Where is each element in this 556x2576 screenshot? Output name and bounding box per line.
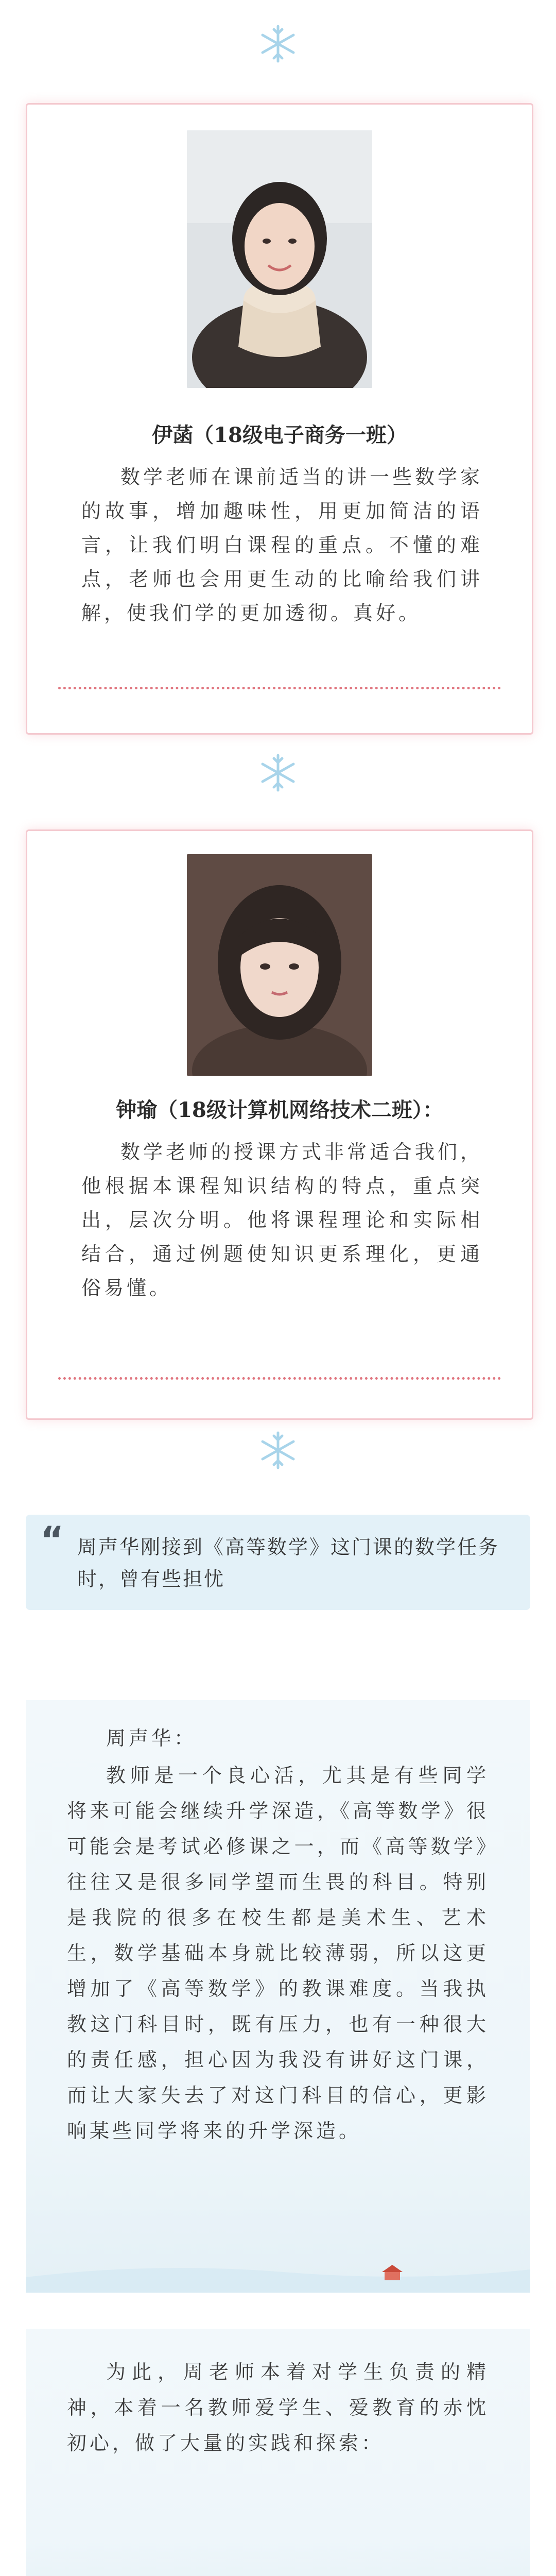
quote-text: 周声华刚接到《高等数学》这门课的数学任务时，曾有些担忧	[77, 1536, 500, 1590]
profile-card-zhongyu	[26, 829, 533, 1420]
panel-body: 为此，周老师本着对学生负责的精神，本着一名教师爱学生、爱教育的赤忱初心，做了大量的实践和探索：	[67, 2361, 489, 2454]
snow-ground	[26, 2251, 530, 2293]
house-icon	[381, 2264, 404, 2281]
snowflake-icon	[255, 750, 301, 796]
profile-comment-yihan: 数学老师在课前适当的讲一些数学家的故事，增加趣味性，用更加简洁的语言，让我们明白课程的重点。不懂的难点，老师也会用更生动的比喻给我们讲解，使我们学的更加透彻。真好。	[81, 466, 483, 624]
snowflake-icon	[255, 1427, 301, 1473]
quote-mark-icon: “	[40, 1519, 64, 1561]
profile-comment-zhongyu: 数学老师的授课方式非常适合我们，他根据本课程知识结构的特点，重点突出，层次分明。他将课程理论和实际相结合，通过例题使知识更系理化，更通俗易懂。	[81, 1141, 483, 1299]
profile-card-yihan	[26, 103, 533, 735]
dotted-divider	[58, 687, 501, 689]
profile-name-yihan: 伊菡（18级电子商务一班）	[152, 423, 407, 447]
quote-box	[26, 1515, 530, 1610]
profile-photo-yihan	[187, 130, 372, 388]
story-panel-2	[26, 2329, 530, 2576]
profile-photo-zhongyu	[187, 854, 372, 1076]
dotted-divider	[58, 1377, 501, 1380]
panel-heading: 周声华：	[106, 1727, 197, 1750]
story-panel-1	[26, 1700, 530, 2293]
profile-name-zhongyu: 钟瑜（18级计算机网络技术二班）：	[116, 1098, 443, 1122]
panel-body: 教师是一个良心活，尤其是有些同学将来可能会继续升学深造，《高等数学》很可能会是考试必修课之一，而《高等数学》往往又是很多同学望而生畏的科目。特别是我院的很多在校生都是美术生、艺术生，数学基础本身就比较薄弱，所以这更增加了《高等数学》的教课难度。当我执教这门科目时，既有压力，也有一种很大的责任感，担心因为我没有讲好这门课，而让大家失去了对这门科目的信心，更影响某些同学将来的升学深造。	[67, 1764, 489, 2142]
snowflake-icon	[255, 21, 301, 67]
